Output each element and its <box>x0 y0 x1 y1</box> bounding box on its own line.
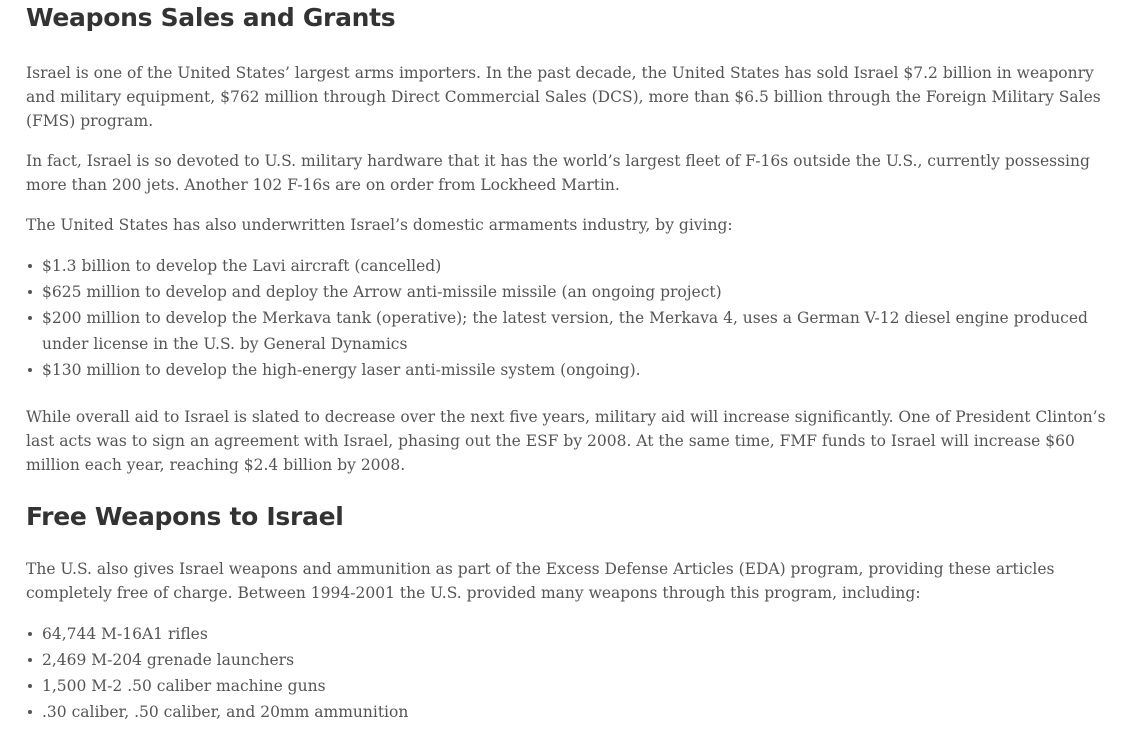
section-heading-free-weapons: Free Weapons to Israel <box>26 502 344 531</box>
list-item: $625 million to develop and deploy the Arrow anti-missile missile (an ongoing project) <box>42 279 1106 305</box>
paragraph-f16-fleet: In fact, Israel is so devoted to U.S. military hardware that it has the world’s largest fleet of F-16s outside the U.S., currently possessing more than 200 jets. Another 102 F-16s are on order from Lockheed Martin. <box>26 152 1090 194</box>
list-item: $200 million to develop the Merkava tank (operative); the latest version, the Merkava 4, uses a German V-12 diesel engine produced under license in the U.S. by General Dynamics <box>42 305 1106 357</box>
list-item: .30 caliber, .50 caliber, and 20mm ammunition <box>42 699 1106 725</box>
paragraph-domestic-industry: The United States has also underwritten Israel’s domestic armaments industry, by giving: <box>26 216 733 234</box>
article-content <box>26 0 1106 725</box>
list-item: $1.3 billion to develop the Lavi aircraft (cancelled) <box>42 253 1106 279</box>
paragraph-military-aid-increase: While overall aid to Israel is slated to decrease over the next five years, military aid will increase significantly. One of President Clinton’s last acts was to sign an agreement with Israel, phasing out the ESF by 2008. At the same time, FMF funds to Israel will increase $60 million each year, reaching $2.4 billion by 2008. <box>26 408 1106 474</box>
list-item: $130 million to develop the high-energy laser anti-missile system (ongoing). <box>42 357 1106 383</box>
list-item: 1,500 M-2 .50 caliber machine guns <box>42 673 1106 699</box>
list-item: 2,469 M-204 grenade launchers <box>42 647 1106 673</box>
paragraph-arms-importers: Israel is one of the United States’ largest arms importers. In the past decade, the United States has sold Israel $7.2 billion in weaponry and military equipment, $762 million through Direct Commercial Sales (DCS), more than $6.5 billion through the Foreign Military Sales (FMS) program. <box>26 64 1101 130</box>
funding-list <box>26 253 1106 383</box>
weapons-list <box>26 621 1106 725</box>
paragraph-eda-program: The U.S. also gives Israel weapons and ammunition as part of the Excess Defense Articles (EDA) program, providing these articles completely free of charge. Between 1994-2001 the U.S. provided many weapons through this program, including: <box>26 560 1055 602</box>
section-heading-weapons-sales: Weapons Sales and Grants <box>26 3 396 32</box>
list-item: 64,744 M-16A1 rifles <box>42 621 1106 647</box>
